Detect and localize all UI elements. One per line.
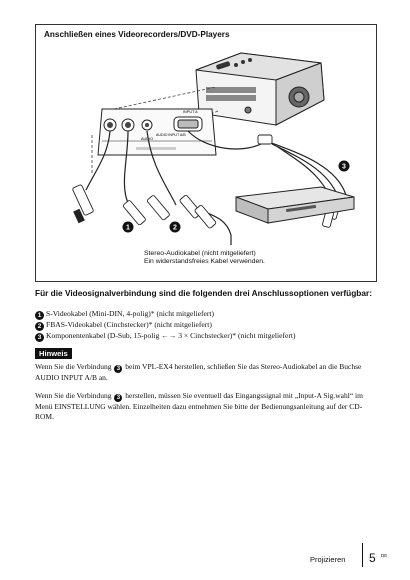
svg-text:3: 3 bbox=[342, 163, 346, 171]
figure-title: Anschließen eines Videorecorders/DVD-Players bbox=[44, 30, 230, 39]
option-item bbox=[35, 309, 380, 320]
note-text: herstellen, müssen Sie eventuell das Eingangssignal mit „Input-A Sig.wahl“ im Menü EINSTELLUNG wählen. Einzelheiten dazu entnehmen Sie bitte der Bedienungsanleitung auf der CD-ROM. bbox=[35, 391, 363, 421]
panel-label-audio: AUDIO bbox=[141, 137, 154, 141]
marker-2 bbox=[170, 222, 181, 233]
page-language-code: DE bbox=[381, 553, 388, 558]
figure-caption bbox=[144, 250, 265, 267]
panel-label-input-a: INPUT A bbox=[183, 110, 198, 114]
note-paragraph-1 bbox=[35, 362, 380, 383]
note-text: beim VPL-EX4 herstellen, schließen Sie das Stereo-Audiokabel an die Buchse AUDIO INPUT A/B an. bbox=[35, 362, 362, 382]
connection-illustration bbox=[36, 25, 376, 281]
caption-line-2: Ein widerstandsfreies Kabel verwenden. bbox=[144, 258, 265, 266]
section-subheading: Für die Videosignalverbindung sind die folgenden drei Anschlussoptionen verfügbar: bbox=[35, 288, 372, 298]
note-text: Wenn Sie die Verbindung bbox=[35, 362, 112, 371]
note-text: Wenn Sie die Verbindung bbox=[35, 391, 112, 400]
option-number: 3 bbox=[35, 333, 44, 342]
svg-text:1: 1 bbox=[126, 224, 130, 232]
option-number: 1 bbox=[35, 311, 44, 320]
connector-panel-illustration bbox=[98, 109, 216, 155]
option-number: 2 bbox=[35, 322, 44, 331]
projector-illustration bbox=[196, 53, 324, 125]
caption-line-1: Stereo-Audiokabel (nicht mitgeliefert) bbox=[144, 250, 256, 257]
option-text: Komponentenkabel (D-Sub, 15-polig ←→ 3 × Cinchstecker)* (nicht mitgeliefert) bbox=[46, 331, 296, 340]
hinweis-label: Hinweis bbox=[35, 348, 72, 359]
footer-section-label: Projizieren bbox=[310, 555, 346, 564]
option-text: FBAS-Videokabel (Cinchstecker)* (nicht mitgeliefert) bbox=[46, 320, 212, 329]
connection-figure bbox=[35, 24, 377, 282]
options-list bbox=[35, 309, 380, 342]
option-text: S-Videokabel (Mini-DIN, 4-polig)* (nicht mitgeliefert) bbox=[46, 309, 215, 318]
marker-3 bbox=[339, 161, 350, 172]
option-item bbox=[35, 320, 380, 331]
panel-label-audio-input: AUDIO INPUT A/B bbox=[156, 133, 186, 137]
page-number: 5 bbox=[369, 551, 376, 565]
svg-text:2: 2 bbox=[173, 224, 177, 232]
note-number: 3 bbox=[114, 365, 122, 373]
note-number: 3 bbox=[114, 394, 122, 402]
marker-1 bbox=[123, 222, 134, 233]
option-item bbox=[35, 331, 380, 342]
note-paragraph-2 bbox=[35, 391, 380, 421]
footer-divider bbox=[362, 543, 363, 567]
